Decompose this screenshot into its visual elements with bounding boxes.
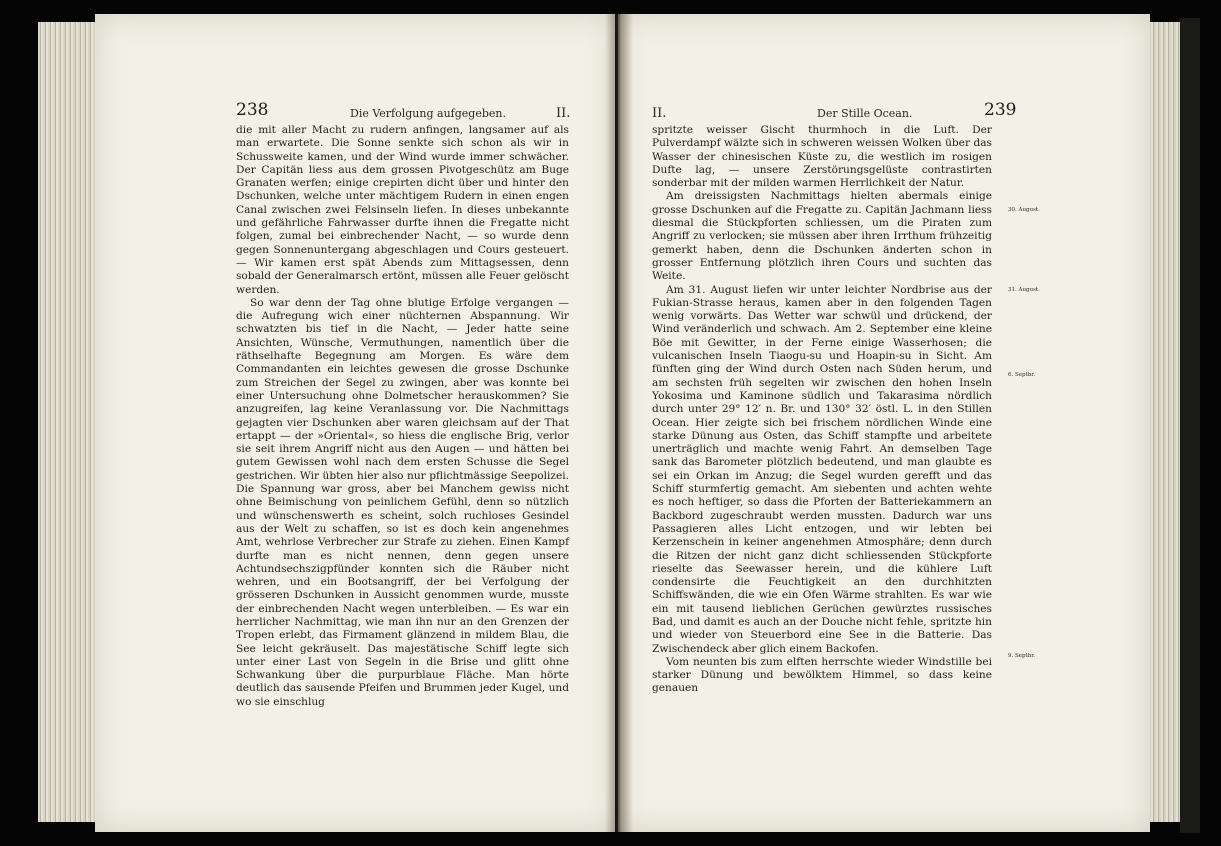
right-page-text	[652, 124, 992, 696]
left-running-head: Die Verfolgung aufgegeben.	[350, 107, 506, 120]
right-paragraph: Vom neunten bis zum elften herrschte wieder Windstille bei starker Dünung und bewölktem Himmel, so dass keine genauen	[652, 655, 992, 695]
margin-note-date: 30. August.	[1008, 207, 1040, 213]
right-running-head: Der Stille Ocean.	[817, 107, 913, 120]
right-page-number: 239	[984, 100, 1017, 120]
right-paragraph: spritzte weisser Gischt thurmhoch in die Luft. Der Pulverdampf wälzte sich in schweren weissen Wolken über das Wasser der chinesischen Küste zu, die westlich im rosigen Dufte lag, — unsere Zerstörungsgelüste contrastirten sonderbar mit der milden warmen Herrlichkeit der Natur.	[652, 124, 992, 190]
left-paragraph: die mit aller Macht zu rudern anfingen, langsamer auf als man erwartete. Die Sonne senkte sich schon als wir in Schussweite kamen, und der Wind wurde immer schwächer. Der Capitän liess aus dem grossen Pivotgeschütz am Buge Granaten werfen; einige crepirten dicht über und hinter den Dschunken, welche unter mächtigem Rudern in einen engen Canal zwischen zwei Felsinseln liefen. In dieses unbekannte und gefährliche Fahrwasser durfte ihnen die Fregatte nicht folgen, zumal bei einbrechender Nacht, — so wurde denn gegen Sonnenuntergang abgeschlagen und Cours gesteuert. — Wir kamen erst spät Abends zum Mittagsessen, denn sobald der Generalmarsch ertönt, müssen alle Feuer gelöscht werden.	[236, 124, 569, 296]
right-chapter-mark: II.	[652, 106, 667, 121]
left-paragraph: So war denn der Tag ohne blutige Erfolge vergangen — die Aufregung wich einer nüchternen Abspannung. Wir schwatzten bis tief in die Nacht, — Jeder hatte seine Ansichten, Wünsche, Vermuthungen, namentlich über die räthselhafte Begegnung am Morgen. Es wäre dem Commandanten ein leichtes gewesen die grosse Dschunke zum Streichen der Segel zu zwingen, aber was konnte bei einer Untersuchung ohne Dolmetscher herauskommen? Sie anzugreifen, lag keine Veranlassung vor. Die Nachmittags gejagten vier Dschunken aber waren gleichsam auf der That ertappt — der »Oriental«, so hiess die englische Brig, verlor sie seit ihrem Angriff nicht aus den Augen — und hätten bei gutem Gewissen wohl nach dem ersten Schusse die Segel gestrichen. Wir übten hier also nur pflichtmässige Seepolizei. Die Spannung war gross, aber bei Manchem gewiss nicht ohne Beimischung von peinlichem Gefühl, denn so nützlich und wünschenswerth es scheint, solch ruchloses Gesindel aus der Welt zu schaffen, so ist es doch kein angenehmes Amt, wehrlose Verbrecher zur Strafe zu ziehen. Einen Kampf durfte man es nicht nennen, denn gegen unsere Achtundsechszigpfünder konnten sich die Räuber nicht wehren, und ein Bootsangriff, der bei Verfolgung der grösseren Dschunken in Aussicht genommen wurde, musste der einbrechenden Nacht wegen unterbleiben. — Es war ein herrlicher Nachmittag, wie man ihn nur an den Grenzen der Tropen erlebt, das Firmament glänzend in mildem Blau, die See leicht gekräuselt. Das majestätische Schiff legte sich unter einer Last von Segeln in die Brise und glitt ohne Schwankung über die purpurblaue Fläche. Man hörte deutlich das sausende Pfeifen und Brummen jeder Kugel, und wo sie einschlug	[236, 296, 569, 708]
left-page-text	[236, 124, 569, 709]
left-chapter-mark: II.	[556, 106, 571, 121]
left-page-number: 238	[236, 100, 269, 120]
margin-note-date: 9. Septbr.	[1008, 653, 1036, 659]
book-cover-edge	[1180, 18, 1200, 833]
right-paragraph: Am dreissigsten Nachmittags hielten abermals einige grosse Dschunken auf die Fregatte zu. Capitän Jachmann liess diesmal die Stückpforten schliessen, um die Piraten zum Angriff zu verlocken; sie müssen aber ihren Irrthum frühzeitig gemerkt haben, denn die Dschunken änderten schon in grosser Entfernung plötzlich ihren Cours und suchten das Weite.	[652, 190, 992, 283]
margin-note-date: 6. Septbr.	[1008, 372, 1036, 378]
book-gutter	[605, 14, 633, 832]
margin-note-date: 31. August.	[1008, 287, 1040, 293]
right-paragraph: Am 31. August liefen wir unter leichter Nordbrise aus der Fukian-Strasse heraus, kamen aber in den folgenden Tagen wenig vorwärts. Das Wetter war schwül und drückend, der Wind veränderlich und schwach. Am 2. September eine kleine Böe mit Gewitter, in der Ferne einige Wasserhosen; die vulcanischen Inseln Tiaogu-su und Hoapin-su in Sicht. Am fünften ging der Wind durch Osten nach Süden herum, und am sechsten früh segelten wir zwischen den hohen Inseln Yokosima und Kaminone südlich und Takarasima nördlich durch unter 29° 12′ n. Br. und 130° 32′ östl. L. in den Stillen Ocean. Hier zeigte sich bei frischem nördlichen Winde eine starke Dünung aus Osten, das Schiff stampfte und arbeitete unerträglich und machte wenig Fahrt. An demselben Tage sank das Barometer plötzlich bedeutend, und man glaubte es sei ein Orkan im Anzug; die Segel wurden gerefft und das Schiff sturmfertig gemacht. Am siebenten und achten wehte es noch heftiger, so dass die Pforten der Batteriekammern an Backbord zugeschraubt werden mussten. Dadurch war uns Passagieren alles Licht entzogen, und wir lebten bei Kerzenschein in keiner angenehmen Atmosphäre; denn durch die Ritzen der nicht ganz dicht schliessenden Stückpforte rieselte das Seewasser herein, und die kühlere Luft condensirte die Feuchtigkeit an den durchhitzten Schiffswänden, die wie ein Ofen Wärme strahlten. Es war wie ein mit tausend lieblichen Gerüchen gewürztes russisches Bad, und damit es auch an der Douche nicht fehle, spritzte hin und wieder von Steuerbord eine See in die Batterie. Das Zwischendeck aber glich einem Backofen.	[652, 283, 992, 655]
